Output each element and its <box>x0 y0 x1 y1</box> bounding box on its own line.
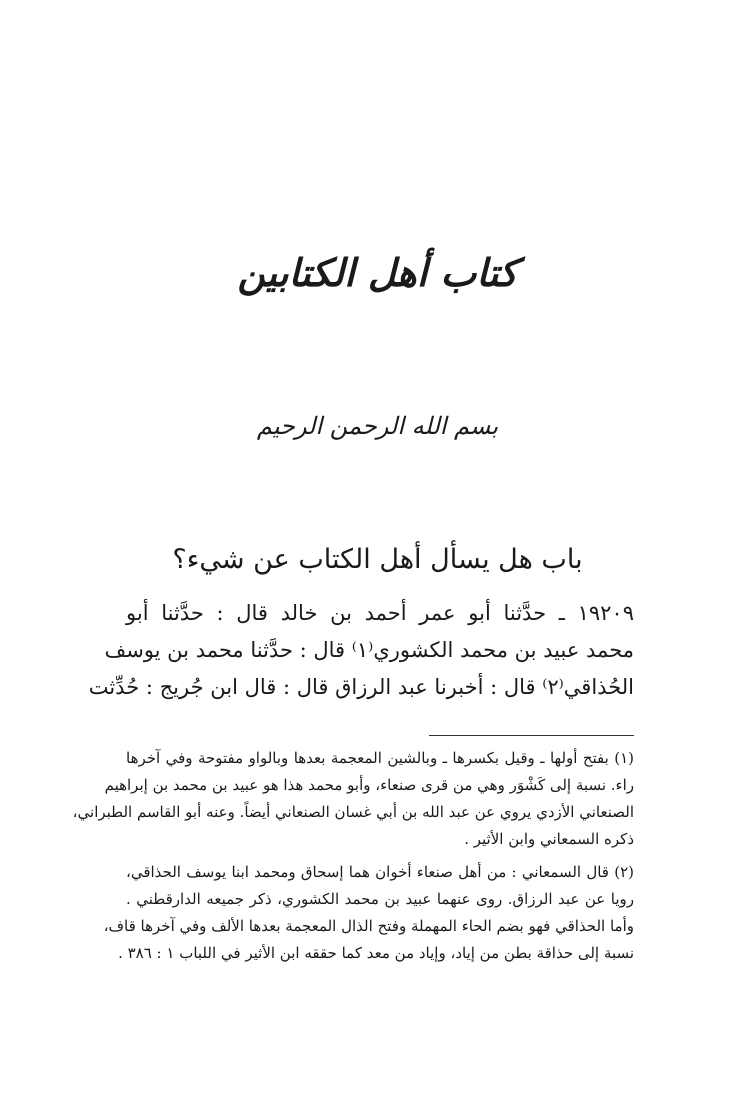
footnote-line: الصنعاني الأزدي يروي عن عبد الله بن أبي غسان الصنعاني أيضاً. وعنه أبو القاسم الطبراني، <box>72 803 634 821</box>
footnote-1 <box>72 745 634 853</box>
body-line: الحُذاقي⁽٢⁾ قال : أخبرنا عبد الرزاق قال : قال ابن جُريج : حُدِّثت <box>88 675 634 699</box>
footnotes <box>72 745 634 973</box>
footnote-line: راء. نسبة إلى كَشْوَر وهي من قرى صنعاء، وأبو محمد هذا هو عبيد بن محمد بن إبراهيم <box>104 776 634 794</box>
footnote-line: وأما الحذاقي فهو بضم الحاء المهملة وفتح الذال المعجمة بعدها الألف وفي آخرها قاف، <box>103 917 634 935</box>
footnote-line: (٢) قال السمعاني : من أهل صنعاء أخوان هما إسحاق ومحمد ابنا يوسف الحذاقي، <box>126 863 634 881</box>
footnote-2 <box>103 859 634 967</box>
book-title: كتاب أهل الكتابين <box>237 250 518 295</box>
chapter-heading: باب هل يسأل أهل الكتاب عن شيء؟ <box>172 544 583 575</box>
footnote-divider <box>429 735 634 736</box>
body-line: محمد عبيد بن محمد الكشوري⁽١⁾ قال : حدَّثنا محمد بن يوسف <box>104 638 634 662</box>
basmala: بسم الله الرحمن الرحيم <box>256 412 499 440</box>
footnote-line: رويا عن عبد الرزاق. روى عنهما عبيد بن محمد الكشوري، ذكر جميعه الدارقطني . <box>126 890 634 908</box>
footnote-line: (١) بفتح أولها ـ وقيل بكسرها ـ وبالشين المعجمة بعدها وبالواو مفتوحة وفي آخرها <box>126 749 634 767</box>
body-text <box>88 595 634 706</box>
footnote-line: ذكره السمعاني وابن الأثير . <box>464 830 634 848</box>
body-line: ١٩٢٠٩ ـ حدَّثنا أبو عمر أحمد بن خالد قال : حدَّثنا أبو <box>126 601 634 625</box>
footnote-line: نسبة إلى حذاقة بطن من إياد، وإياد من معد كما حققه ابن الأثير في اللباب ١ : ٣٨٦ . <box>118 944 634 962</box>
